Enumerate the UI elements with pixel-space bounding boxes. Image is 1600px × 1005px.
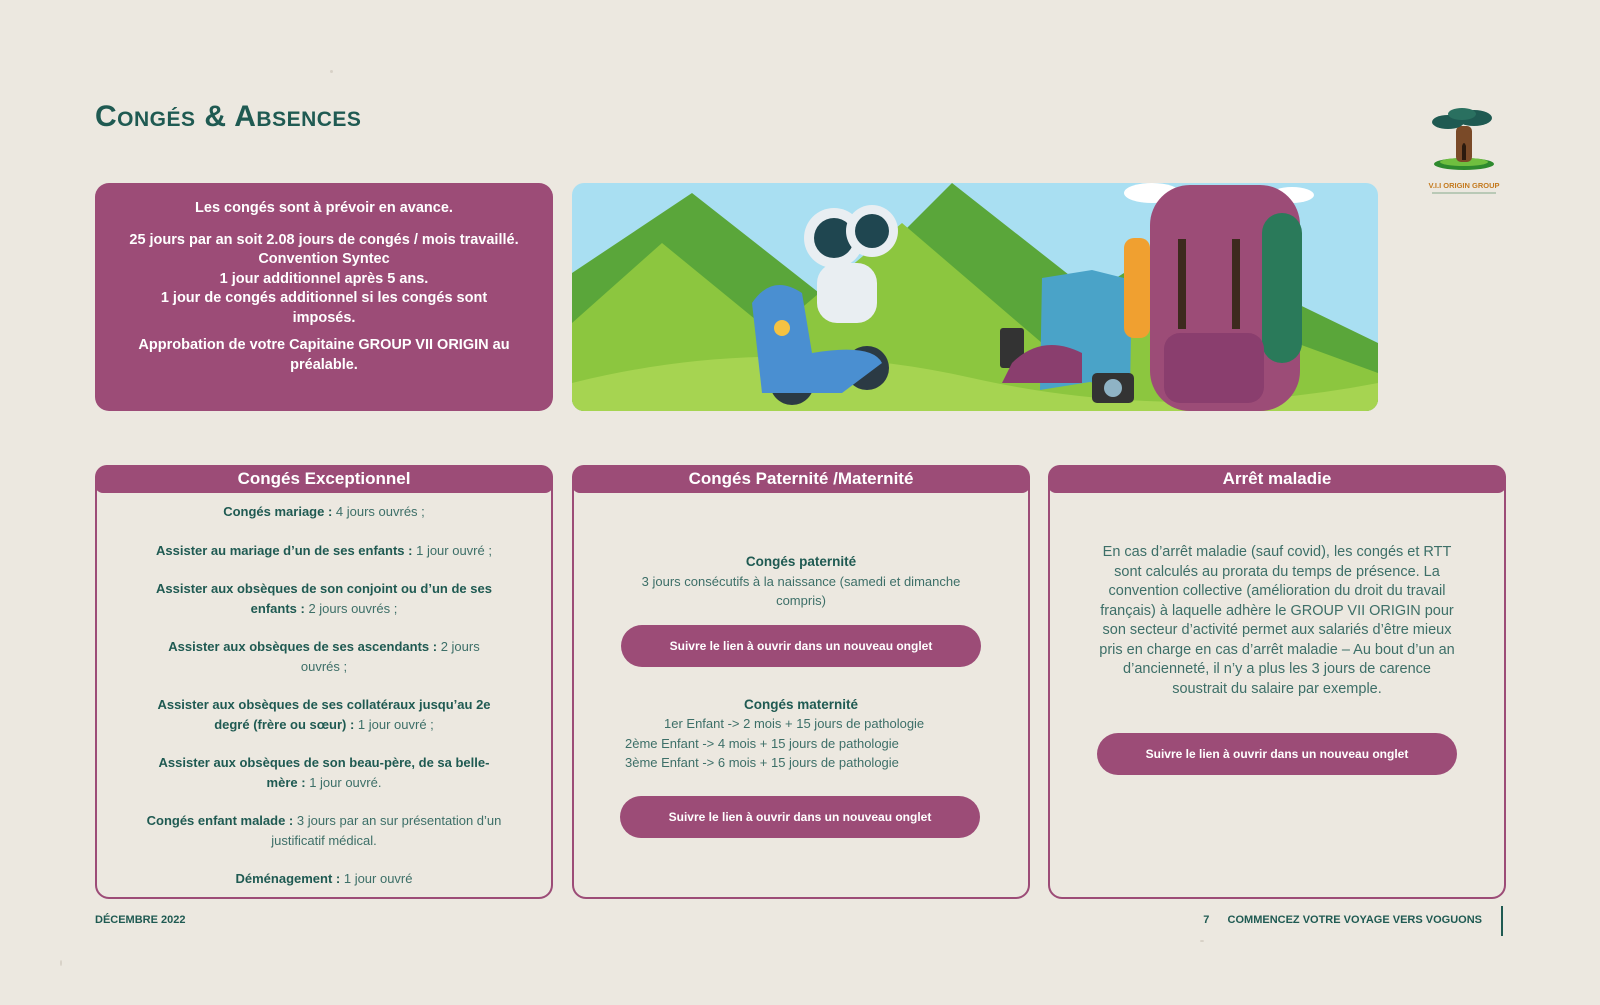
item-label: Assister aux obsèques de son conjoint ou d’un de ses enfants :: [156, 581, 492, 616]
card-arret-maladie: [1048, 465, 1506, 899]
item-value: 4 jours ouvrés ;: [332, 504, 425, 519]
list-item: [144, 502, 504, 522]
list-item: [144, 869, 504, 889]
maternite-line-3: 3ème Enfant -> 6 mois + 15 jours de pathologie: [625, 755, 899, 770]
open-link-button-paternite[interactable]: Suivre le lien à ouvrir dans un nouveau onglet: [621, 625, 981, 667]
card-header-exceptionnel: Congés Exceptionnel: [95, 465, 553, 493]
footer-date: DÉCEMBRE 2022: [95, 914, 186, 926]
maternite-line-2: 2ème Enfant -> 4 mois + 15 jours de pathologie: [625, 735, 899, 751]
paternite-title: Congés paternité: [745, 554, 857, 569]
item-label: Assister au mariage d’un de ses enfants :: [156, 542, 413, 558]
list-item: [144, 695, 504, 734]
item-label: Assister aux obsèques de ses collatéraux jusqu’au 2e degré (frère ou sœur) :: [157, 697, 491, 732]
card-conges-paternite-maternite: [572, 465, 1030, 899]
item-value: 1 jour ouvré: [340, 871, 413, 886]
logo-text: V.I.I ORIGIN GROUP: [1428, 181, 1500, 190]
intro-line-2: 25 jours par an soit 2.08 jours de congés / mois travaillé.: [129, 231, 519, 248]
item-label: Assister aux obsèques de son beau-père, de sa belle-mère :: [158, 755, 490, 790]
intro-line-5: 1 jour de congés additionnel si les congés sont imposés.: [160, 290, 488, 326]
open-link-button-maternite[interactable]: Suivre le lien à ouvrir dans un nouveau onglet: [620, 796, 980, 838]
item-value: 2 jours ouvrés ;: [300, 639, 480, 674]
list-item: [144, 579, 504, 618]
group-logo: [1418, 104, 1518, 200]
intro-line-6: Approbation de votre Capitaine GROUP VII ORIGIN au préalable.: [138, 337, 510, 373]
maternite-title: Congés maternité: [743, 696, 859, 712]
item-value: 1 jour ouvré ;: [412, 542, 492, 558]
page-number: 7: [1203, 914, 1210, 926]
item-value: 1 jour ouvré ;: [354, 716, 434, 732]
maladie-text: En cas d’arrêt maladie (sauf covid), les congés et RTT sont calculés au prorata du temps de présence. La convention collective (amélioration du droit du travail français) à laquelle adhère le GROUP VII ORIGIN pour son secteur d’activité permet aux salariés d’être mieux pris en charge en cas d’arrêt maladie – Au bout d’un an d’ancienneté, il n’y a plus les 3 jours de carence soustrait du salaire par exemple.: [1099, 544, 1455, 697]
travel-illustration: [572, 183, 1378, 411]
intro-box: [95, 183, 553, 411]
list-item: [159, 637, 489, 676]
item-label: Assister aux obsèques de ses ascendants :: [168, 639, 438, 654]
card-conges-exceptionnel: [95, 465, 553, 899]
list-item: [139, 811, 509, 850]
item-label: Déménagement :: [235, 871, 341, 886]
intro-line-1: Les congés sont à prévoir en avance.: [195, 200, 453, 216]
card-header-paternite: Congés Paternité /Maternité: [572, 465, 1030, 493]
item-label: Congés enfant malade :: [146, 813, 294, 828]
item-value: 2 jours ouvrés ;: [304, 600, 398, 616]
footer-tagline: COMMENCEZ VOTRE VOYAGE VERS VOGUONS: [1227, 914, 1482, 926]
page-title: Congés & Absences: [95, 100, 362, 133]
footer-tagline-block: [1203, 914, 1482, 926]
item-value: 3 jours par an sur présentation d’un justificatif médical.: [271, 813, 502, 848]
footer-divider: [1501, 906, 1503, 936]
item-value: 1 jour ouvré.: [305, 774, 382, 790]
intro-line-4: 1 jour additionnel après 5 ans.: [219, 270, 429, 287]
maternite-line-1: 1er Enfant -> 2 mois + 15 jours de pathologie: [664, 716, 925, 731]
item-label: Congés mariage :: [223, 504, 333, 519]
open-link-button-maladie[interactable]: Suivre le lien à ouvrir dans un nouveau onglet: [1097, 733, 1457, 775]
card-header-maladie: Arrêt maladie: [1048, 465, 1506, 493]
list-item: [134, 541, 514, 561]
list-item: [144, 753, 504, 792]
intro-line-3: Convention Syntec: [258, 251, 390, 267]
paternite-text: 3 jours consécutifs à la naissance (samedi et dimanche compris): [641, 573, 961, 608]
